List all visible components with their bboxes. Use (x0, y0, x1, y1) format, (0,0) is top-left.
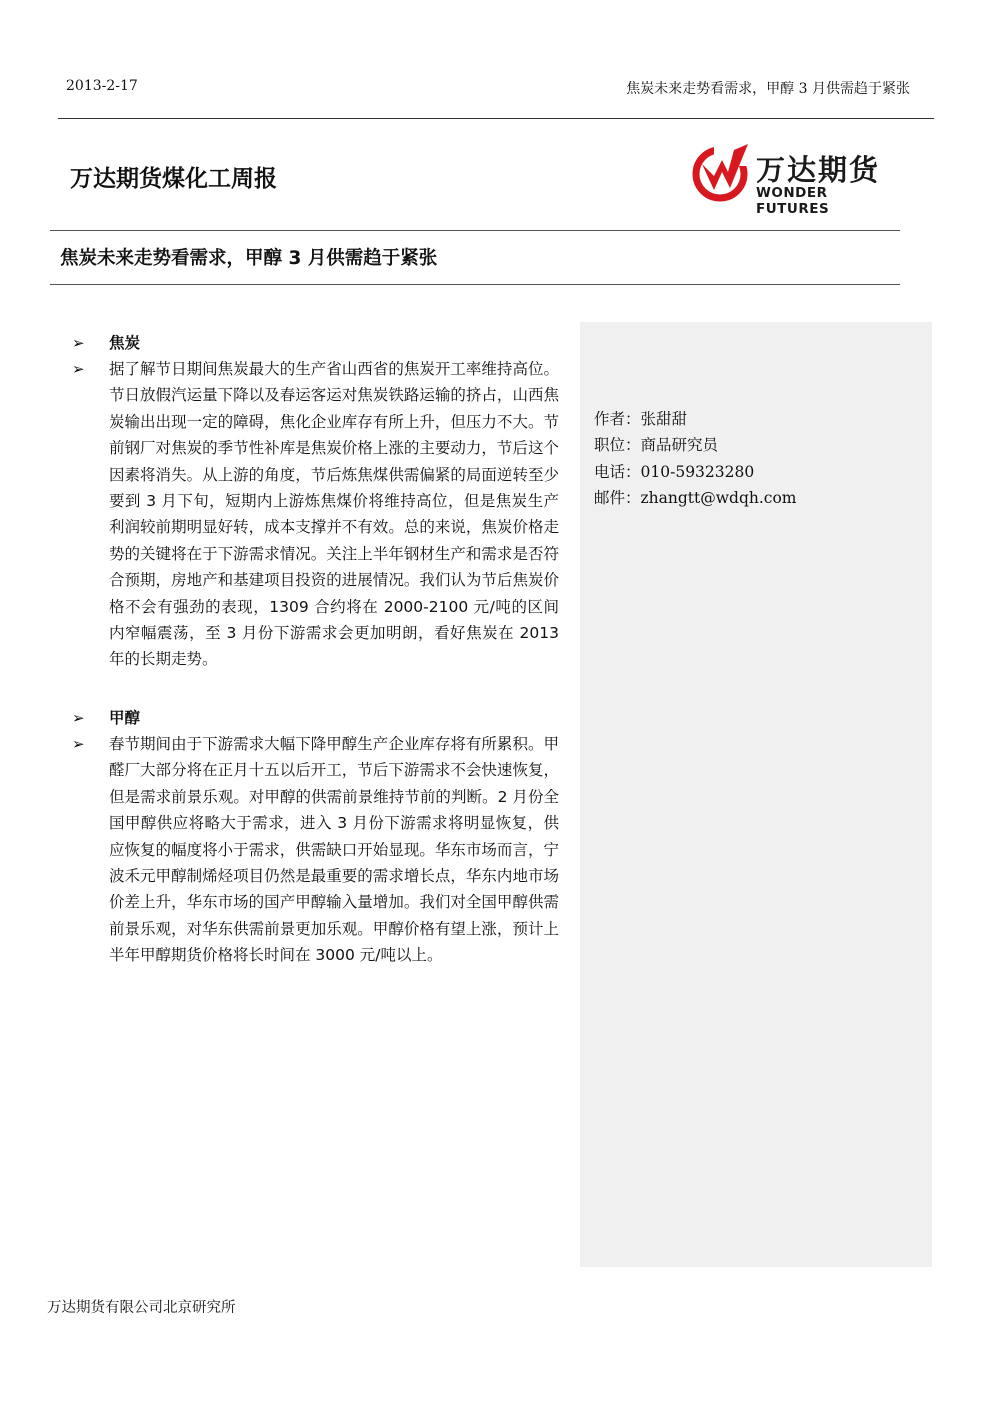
section-body: 春节期间由于下游需求大幅下降甲醇生产企业库存将有所累积。甲醛厂大部分将在正月十五以后开工，节后下游需求不会快速恢复，但是需求前景乐观。对甲醇的供需前景维持节前的判断。2 月份全国甲醇供应将略大于需求，进入 3 月份下游需求将明显恢复，供应恢复的幅度将小于需求，供需缺口开始显现。华东市场而言，宁波禾元甲醇制烯烃项目仍然是最重要的需求增长点，华东内地市场价差上升，华东市场的国产甲醇输入量增加。我们对全国甲醇供需前景乐观，对华东供需前景更加乐观。甲醇价格有望上涨，预计上半年甲醇期货价格将长时间在 3000 元/吨以上。 (109, 734, 559, 965)
logo-name-cn: 万达期货 (756, 153, 881, 187)
section-methanol (72, 705, 562, 969)
position-value: 商品研究员 (640, 436, 719, 455)
footer-company: 万达期货有限公司北京研究所 (47, 1300, 236, 1316)
phone-label: 电话： (594, 462, 641, 481)
section-coke (72, 330, 562, 673)
author-contact (594, 406, 797, 512)
logo-mark-icon (692, 142, 750, 204)
arrow-bullet-icon: ➢ (72, 734, 85, 753)
email-label: 邮件： (594, 489, 641, 508)
email-line (594, 485, 797, 511)
author-name: 张甜甜 (640, 410, 688, 428)
header-running-title: 焦炭未来走势看需求，甲醇 3 月供需趋于紧张 (626, 81, 910, 97)
author-label: 作者： (594, 410, 641, 428)
email-value: zhangtt@wdqh.com (640, 489, 797, 508)
section-body: 据了解节日期间焦炭最大的生产省山西省的焦炭开工率维持高位。节日放假汽运量下降以及春运客运对焦炭铁路运输的挤占，山西焦炭输出出现一定的障碍，焦化企业库存有所上升，但压力不大。节前钢厂对焦炭的季节性补库是焦炭价格上涨的主要动力，节后这个因素将消失。从上游的角度，节后炼焦煤供需偏紧的局面逆转至少要到 3 月下旬，短期内上游炼焦煤价将维持高位，但是焦炭生产利润较前期明显好转，成本支撑并不有效。总的来说，焦炭价格走势的关键将在于下游需求情况。关注上半年钢材生产和需求是否符合预期，房地产和基建项目投资的进展情况。我们认为节后焦炭价格不会有强劲的表现，1309 合约将在 2000-2100 元/吨的区间内窄幅震荡，至 3 月份下游需求会更加明朗，看好焦炭在 2013 年的长期走势。 (109, 360, 559, 669)
main-content (72, 330, 562, 969)
arrow-bullet-icon: ➢ (72, 334, 85, 352)
title-rule-bottom (50, 284, 900, 285)
section-title: 甲醇 (109, 708, 141, 727)
report-title: 万达期货煤化工周报 (70, 166, 277, 192)
sidebar-panel (580, 322, 932, 1267)
phone-value: 010-59323280 (640, 462, 755, 481)
header-rule (58, 118, 934, 119)
section-title: 焦炭 (109, 334, 141, 352)
report-subtitle: 焦炭未来走势看需求，甲醇 3 月供需趋于紧张 (60, 248, 438, 269)
position-line (594, 432, 797, 458)
position-label: 职位： (594, 436, 641, 455)
arrow-bullet-icon: ➢ (72, 360, 85, 378)
logo-name-en: WONDER FUTURES (756, 185, 830, 217)
header-date: 2013-2-17 (66, 78, 138, 94)
company-logo (692, 142, 902, 217)
author-line (594, 406, 797, 432)
phone-line (594, 459, 797, 485)
arrow-bullet-icon: ➢ (72, 708, 85, 727)
title-rule-top (50, 230, 900, 231)
